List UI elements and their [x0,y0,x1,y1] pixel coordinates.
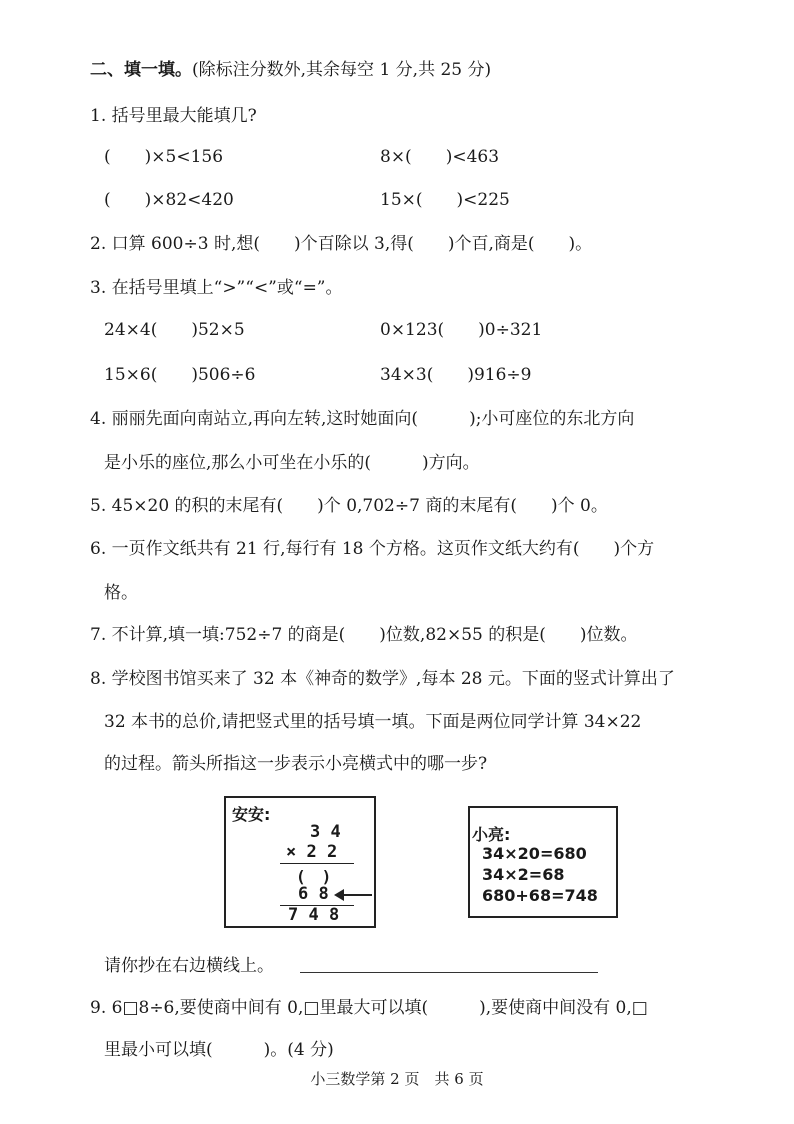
question-8-line1: 8. 学校图书馆买来了 32 本《神奇的数学》,每本 28 元。下面的竖式计算出了 [90,669,675,689]
section-note: (除标注分数外,其余每空 1 分,共 25 分) [192,60,492,80]
question-3d: 34×3( )916÷9 [380,365,532,385]
question-6-line1: 6. 一页作文纸共有 21 行,每行有 18 个方格。这页作文纸大约有( )个方 [90,539,655,559]
question-3-stem: 3. 在括号里填上“>”“<”或“=”。 [90,278,343,298]
copy-prompt: 请你抄在右边横线上。 [104,956,274,976]
question-2: 2. 口算 600÷3 时,想( )个百除以 3,得( )个百,商是( )。 [90,234,593,254]
question-4-line2: 是小乐的座位,那么小可坐在小乐的( )方向。 [104,453,480,473]
anan-row-multiplicand: 3 4 [310,822,341,842]
question-7: 7. 不计算,填一填:752÷7 的商是( )位数,82×55 的积是( )位数。 [90,625,638,645]
xiaoliang-title: 小亮: [472,825,511,844]
question-9-line1: 9. 6□8÷6,要使商中间有 0,□里最大可以填( ),要使商中间没有 0,□ [90,998,648,1018]
section-title: 二、填一填。 [90,60,192,80]
anan-calculation-box [224,796,376,928]
question-3b: 0×123( )0÷321 [380,320,543,340]
question-1c: ( )×82<420 [104,190,234,210]
question-9-line2: 里最小可以填( )。(4 分) [104,1040,334,1060]
question-3c: 15×6( )506÷6 [104,365,256,385]
anan-row-multiplier: × 2 2 [286,842,338,862]
anan-row-product: 7 4 8 [288,905,340,925]
arrow-left-icon [334,888,374,902]
page-footer: 小三数学第 2 页 共 6 页 [310,1070,484,1088]
question-3a: 24×4( )52×5 [104,320,245,340]
question-6-line2: 格。 [104,583,138,603]
question-4-line1: 4. 丽丽先面向南站立,再向左转,这时她面向( );小可座位的东北方向 [90,409,635,429]
xiaoliang-step-3: 680+68=748 [482,886,598,905]
anan-row-partial-68: 6 8 [298,884,329,904]
question-5: 5. 45×20 的积的末尾有( )个 0,702÷7 商的末尾有( )个 0。 [90,496,608,516]
anan-title: 安安: [232,805,271,824]
question-1b: 8×( )<463 [380,147,500,167]
question-8-line2: 32 本书的总价,请把竖式里的括号填一填。下面是两位同学计算 34×22 [104,712,642,732]
xiaoliang-step-1: 34×20=680 [482,844,587,863]
answer-line[interactable] [300,972,598,973]
question-1d: 15×( )<225 [380,190,510,210]
question-1-stem: 1. 括号里最大能填几? [90,106,257,126]
question-8-line3: 的过程。箭头所指这一步表示小亮横式中的哪一步? [104,754,488,774]
xiaoliang-calculation-box [468,806,618,918]
section-header [90,58,491,82]
anan-row-partial-blank: ( ) [296,867,332,886]
question-1a: ( )×5<156 [104,147,224,167]
xiaoliang-step-2: 34×2=68 [482,865,565,884]
